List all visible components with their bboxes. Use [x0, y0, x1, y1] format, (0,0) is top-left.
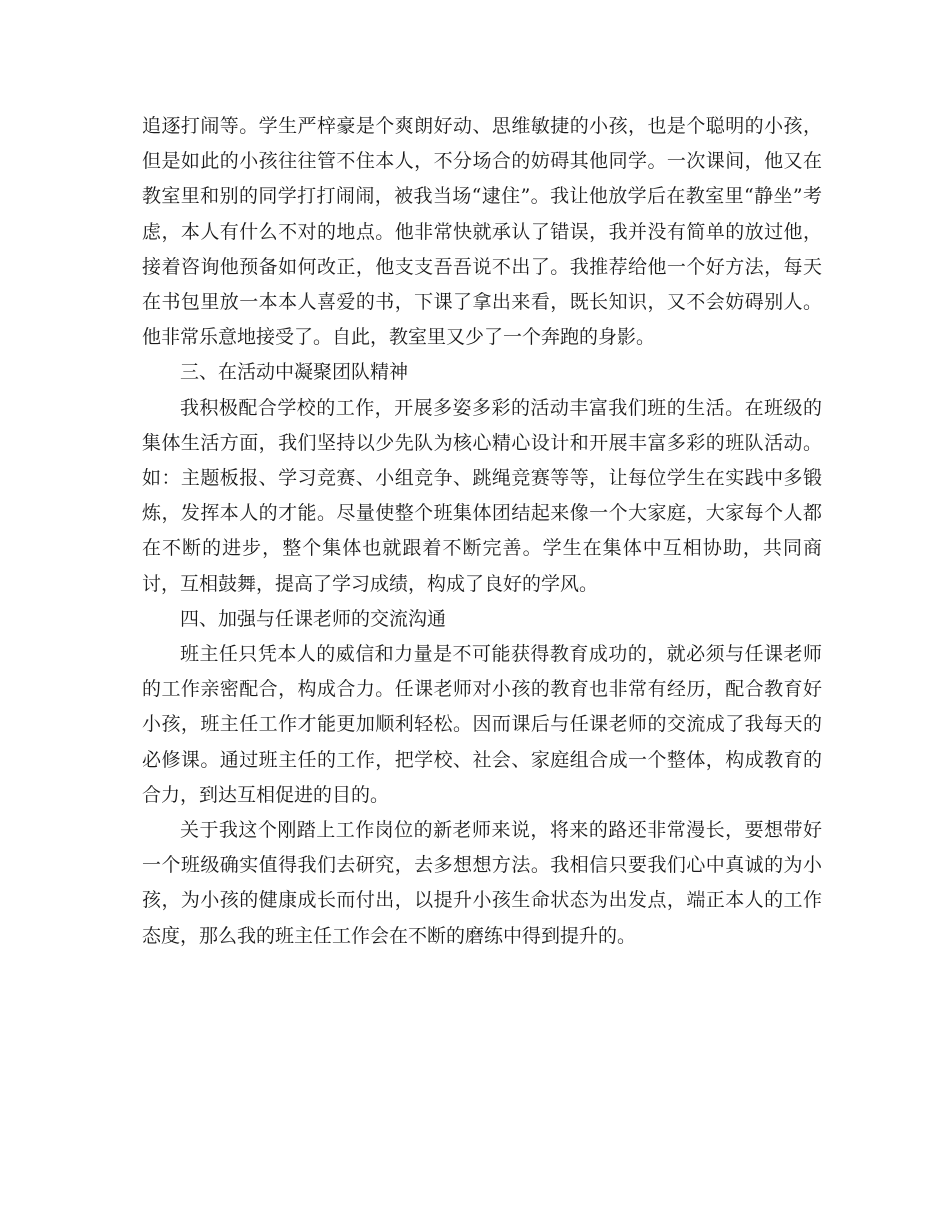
paragraph-activities: 我积极配合学校的工作，开展多姿多彩的活动丰富我们班的生活。在班级的集体生活方面，我们坚持以少先队为核心精心设计和开展丰富多彩的班队活动。如：主题板报、学习竞赛、小组竞争、跳绳竞赛等等，让每位学生在实践中多锻炼，发挥本人的才能。尽量使整个班集体团结起来像一个大家庭，大家每个人都在不断的进步，整个集体也就跟着不断完善。学生在集体中互相协助，共同商讨，互相鼓舞，提高了学习成绩，构成了良好的学风。: [142, 396, 822, 595]
paragraph-conclusion: 关于我这个刚踏上工作岗位的新老师来说，将来的路还非常漫长，要想带好一个班级确实值得我们去研究，去多想想方法。我相信只要我们心中真诚的为小孩，为小孩的健康成长而付出，以提升小孩生命状态为出发点，端正本人的工作态度，那么我的班主任工作会在不断的磨练中得到提升的。: [142, 819, 822, 947]
paragraph-teacher-communication: 班主任只凭本人的威信和力量是不可能获得教育成功的，就必须与任课老师的工作亲密配合，构成合力。任课老师对小孩的教育也非常有经历，配合教育好小孩，班主任工作才能更加顺利轻松。因而课后与任课老师的交流成了我每天的必修课。通过班主任的工作，把学校、社会、家庭组合成一个整体，构成教育的合力，到达互相促进的目的。: [142, 643, 822, 806]
section-heading-4: 四、加强与任课老师的交流沟通: [180, 607, 447, 630]
section-heading-3: 三、在活动中凝聚团队精神: [180, 361, 409, 384]
document-body: [142, 109, 822, 954]
paragraph-continuation: 追逐打闹等。学生严梓豪是个爽朗好动、思维敏捷的小孩，也是个聪明的小孩，但是如此的小孩往往管不住本人，不分场合的妨碍其他同学。一次课间，他又在教室里和别的同学打打闹闹，被我当场“逮住”。我让他放学后在教室里“静坐”考虑，本人有什么不对的地点。他非常快就承认了错误，我并没有简单的放过他，接着咨询他预备如何改正，他支支吾吾说不出了。我推荐给他一个好方法，每天在书包里放一本本人喜爱的书，下课了拿出来看，既长知识，又不会妨碍别人。他非常乐意地接受了。自此，教室里又少了一个奔跑的身影。: [142, 115, 822, 349]
